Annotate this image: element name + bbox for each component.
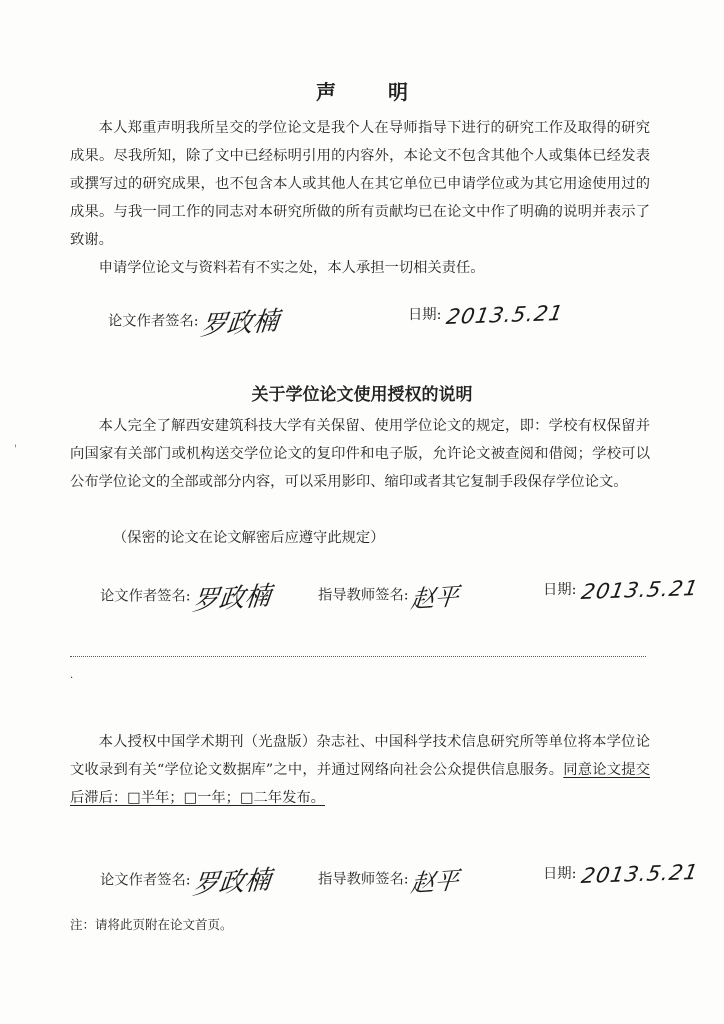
advisor-signature: 赵平 [408,866,460,898]
date-label: 日期: [543,866,577,882]
publishing-advisor-signature-row [318,862,459,906]
author-signature: 罗政楠 [190,865,272,901]
declaration-paragraph-1: 本人郑重声明我所呈交的学位论文是我个人在导师指导下进行的研究工作及取得的研究成果。尽我所知，除了文中已经标明引用的内容外，本论文不包含其他个人或集体已经发表或撰写过的研究成果，也不包含本人或其他人在其它单位已申请学位或为其它用途使用过的成果。与我一同工作的同志对本研究所做的所有贡献均已在论文中作了明确的说明并表示了致谢。 [70,120,650,248]
author-signature-label: 论文作者签名: [100,872,191,889]
date-value: 2013.5.21 [579,859,701,889]
date-label: 日期: [543,582,577,598]
footer-note: 注：请将此页附在论文首页。 [70,917,233,932]
publishing-date-row [543,859,701,906]
authorization-title: 关于学位论文使用授权的说明 [251,385,473,405]
author-signature-label: 论文作者签名: [108,313,199,330]
publishing-paragraph [70,728,650,812]
declaration-title-char-1: 声 [316,80,336,104]
authorization-author-signature-row [100,578,271,622]
advisor-signature: 赵平 [408,582,460,614]
authorization-paragraph: 本人完全了解西安建筑科技大学有关保留、使用学位论文的规定，即：学校有权保留并向国家有关部门或机构送交学位论文的复印件和电子版，允许论文被查阅和借阅；学校可以公布学位论文的全部或部分内容，可以采用影印、缩印或者其它复制手段保存学位论文。 [70,418,650,490]
declaration-date-row [408,300,566,347]
authorization-date-row [543,575,701,622]
declaration-author-signature-row [108,303,279,347]
advisor-signature-label: 指导教师签名: [318,587,409,604]
declaration-title [0,76,724,105]
confidential-note: （保密的论文在论文解密后应遵守此规定） [112,530,385,546]
author-signature: 罗政楠 [190,581,272,617]
advisor-signature-label: 指导教师签名: [318,871,409,888]
dot-mark: . [70,670,74,681]
publishing-delay-options: 同意论文提交后滞后：□半年；□一年；□二年发布。 [70,762,650,806]
publishing-paragraph-text: 本人授权中国学术期刊（光盘版）杂志社、中国科学技术信息研究所等单位将本学位论文收录到有关“学位论文数据库”之中，并通过网络向社会公众提供信息服务。 [70,734,650,778]
publishing-author-signature-row [100,862,271,906]
declaration-paragraph-2: 申请学位论文与资料若有不实之处，本人承担一切相关责任。 [98,260,485,276]
dotted-divider [70,656,646,657]
authorization-advisor-signature-row [318,578,459,622]
margin-mark: ' [14,444,17,455]
author-signature-label: 论文作者签名: [100,588,191,605]
declaration-title-char-2: 明 [388,80,408,104]
date-value: 2013.5.21 [579,575,701,605]
author-signature: 罗政楠 [198,306,280,342]
date-label: 日期: [408,307,442,323]
date-value: 2013.5.21 [444,300,566,330]
